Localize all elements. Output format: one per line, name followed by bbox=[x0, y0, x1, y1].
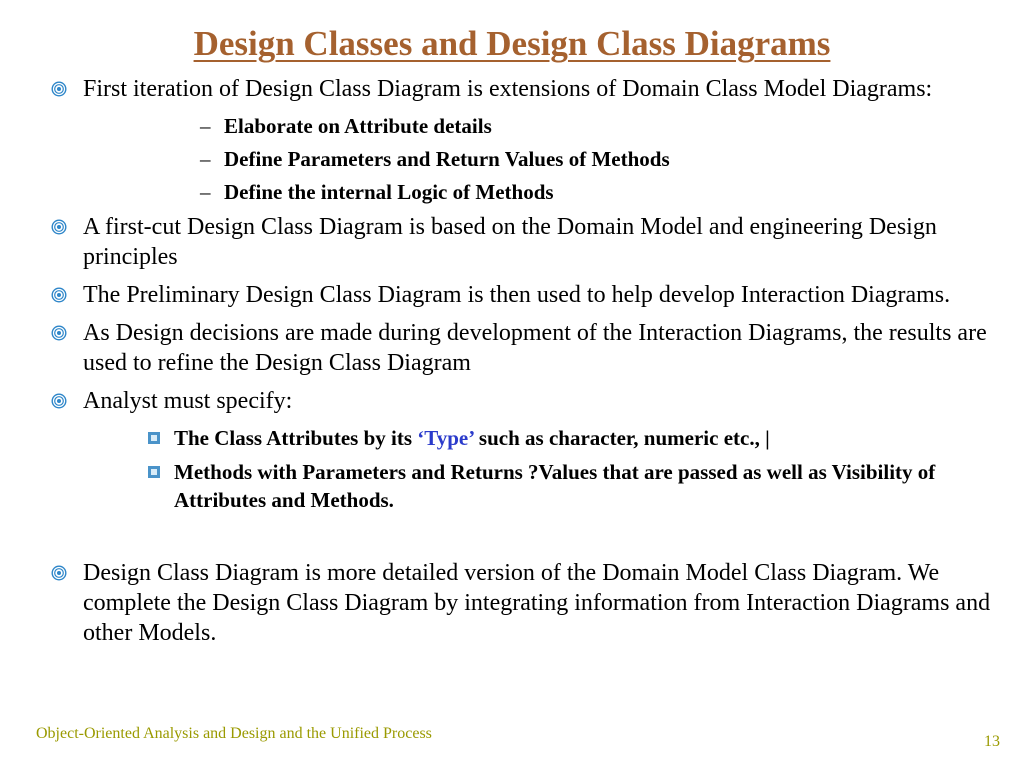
bullet-item bbox=[0, 386, 1024, 416]
slide-title: Design Classes and Design Class Diagrams bbox=[193, 24, 831, 63]
bullet-text: The Preliminary Design Class Diagram is then used to help develop Interaction Diagrams. bbox=[83, 282, 951, 308]
bullet-text: As Design decisions are made during development of the Interaction Diagrams, the results are used to refine the Design Class Diagram bbox=[83, 320, 987, 376]
target-bullet-icon bbox=[51, 565, 67, 581]
sub-item-text: The Class Attributes by its bbox=[174, 426, 418, 450]
bullet-item bbox=[0, 318, 1024, 378]
sub-item-text: Methods with Parameters and Returns ?Values that are passed as well as Visibility of Attributes and Methods. bbox=[174, 460, 936, 512]
bullet-text: A first-cut Design Class Diagram is based on the Domain Model and engineering Design principles bbox=[83, 214, 937, 270]
spacer bbox=[0, 520, 1024, 558]
page-number: 13 bbox=[984, 733, 1000, 750]
sub-item bbox=[0, 424, 1024, 452]
dash-marker: – bbox=[200, 114, 211, 138]
sub-item-text: Define the internal Logic of Methods bbox=[224, 180, 554, 204]
bullet-item bbox=[0, 558, 1024, 648]
target-bullet-icon bbox=[51, 219, 67, 235]
target-bullet-icon bbox=[51, 393, 67, 409]
sub-item-text: such as character, numeric etc., | bbox=[473, 426, 770, 450]
sub-item bbox=[0, 178, 1024, 206]
sub-item bbox=[0, 112, 1024, 140]
bullet-item bbox=[0, 74, 1024, 104]
sub-item bbox=[0, 145, 1024, 173]
target-bullet-icon bbox=[51, 287, 67, 303]
sub-item bbox=[0, 458, 1024, 514]
dash-marker: – bbox=[200, 180, 211, 204]
type-highlight: ‘Type’ bbox=[417, 426, 474, 450]
sub-list bbox=[0, 424, 1024, 514]
target-bullet-icon bbox=[51, 81, 67, 97]
square-bullet-icon bbox=[148, 432, 160, 444]
sub-list bbox=[0, 112, 1024, 206]
slide-footer: Object-Oriented Analysis and Design and the Unified Process bbox=[36, 725, 432, 742]
sub-item-text: Elaborate on Attribute details bbox=[224, 114, 492, 138]
sub-item-text: Define Parameters and Return Values of Methods bbox=[224, 147, 670, 171]
bullet-text: First iteration of Design Class Diagram is extensions of Domain Class Model Diagrams: bbox=[83, 76, 933, 102]
slide-content bbox=[0, 74, 1024, 656]
square-bullet-icon bbox=[148, 466, 160, 478]
bullet-item bbox=[0, 212, 1024, 272]
bullet-text: Analyst must specify: bbox=[83, 388, 293, 414]
bullet-item bbox=[0, 280, 1024, 310]
bullet-text: Design Class Diagram is more detailed version of the Domain Model Class Diagram. We complete the Design Class Diagram by integrating information from Interaction Diagrams and other Models. bbox=[83, 560, 991, 646]
target-bullet-icon bbox=[51, 325, 67, 341]
dash-marker: – bbox=[200, 147, 211, 171]
